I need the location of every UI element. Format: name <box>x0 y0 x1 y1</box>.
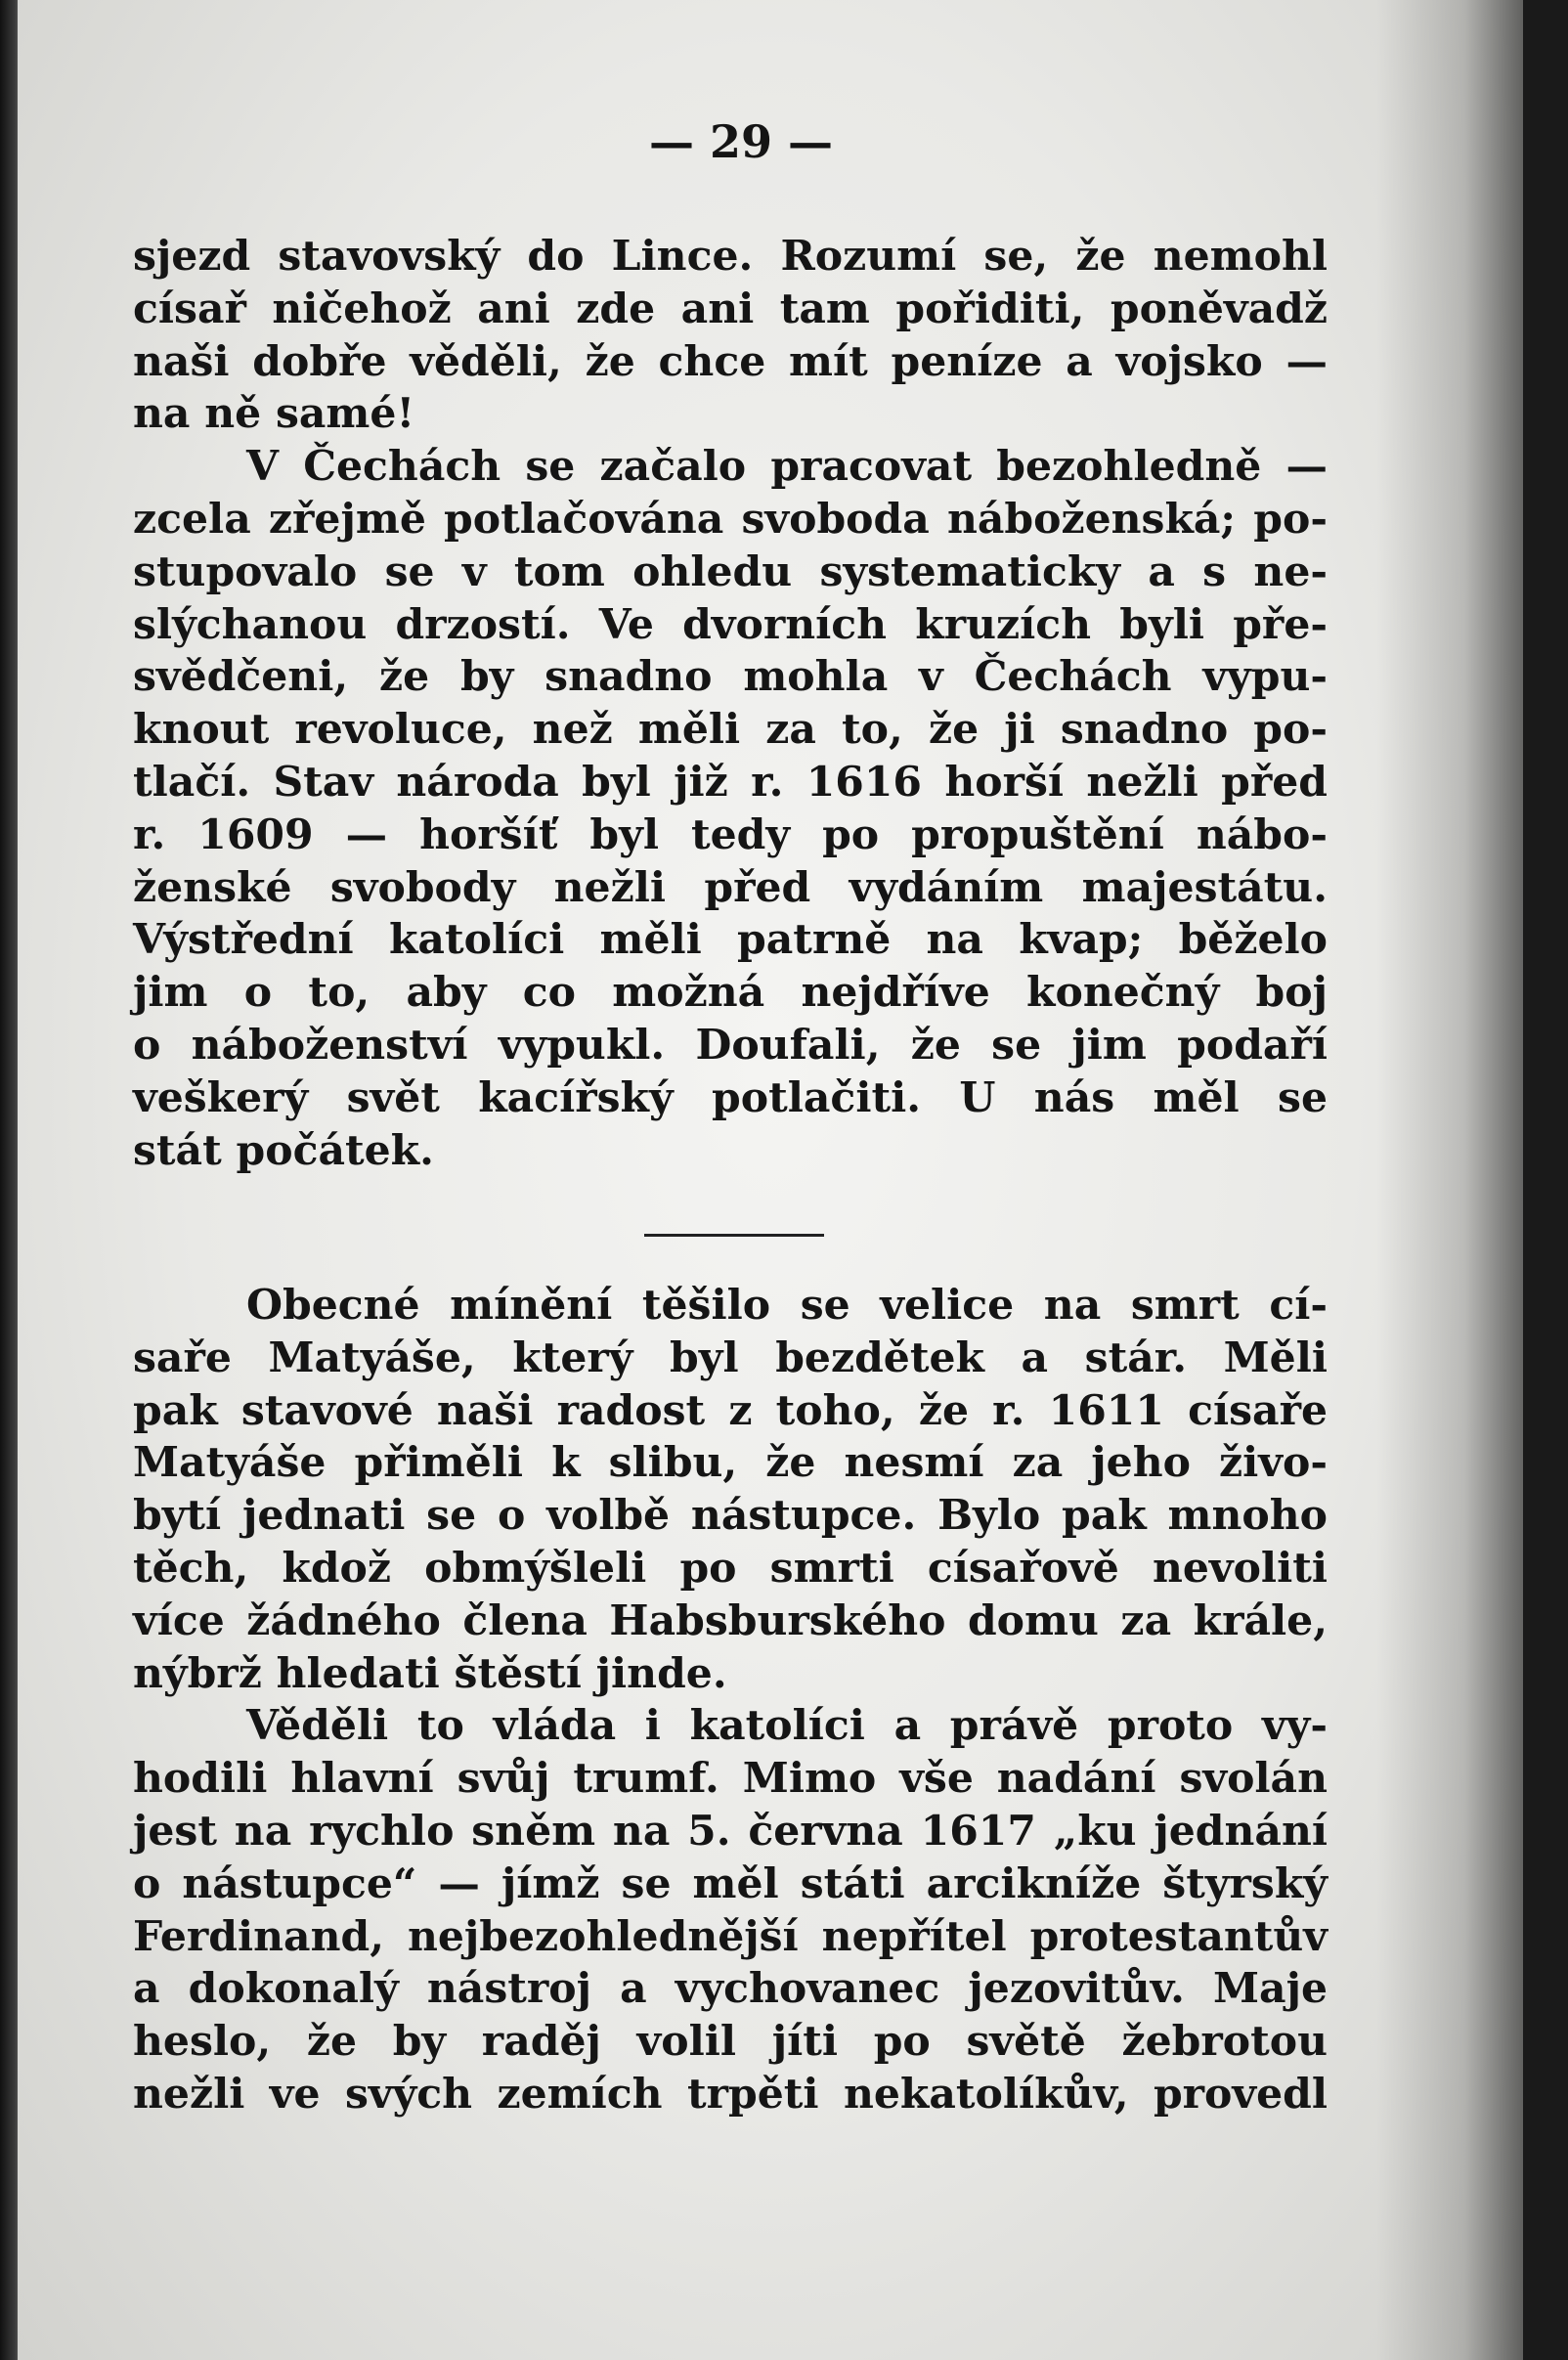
text-line: hodili hlavní svůj trumf. Mimo vše nadání svolán <box>133 1754 1328 1804</box>
text-line: Věděli to vláda i katolíci a právě proto vy- <box>246 1701 1328 1751</box>
text-line: bytí jednati se o volbě nástupce. Bylo pak mnoho <box>133 1491 1328 1541</box>
text-line: V Čechách se začalo pracovat bezohledně — <box>246 442 1328 492</box>
text-line: a dokonalý nástroj a vychovanec jezovitův. Maje <box>133 1964 1328 2014</box>
text-line: saře Matyáše, který byl bezdětek a stár. Měli <box>133 1333 1328 1382</box>
text-line: naši dobře věděli, že chce mít peníze a vojsko — <box>133 336 1328 386</box>
section-divider <box>644 1234 824 1237</box>
text-line: nežli ve svých zemích trpěti nekatolíkův, provedl <box>133 2069 1328 2119</box>
text-line: zcela zřejmě potlačována svoboda náboženská; po- <box>133 494 1328 544</box>
text-line: sjezd stavovský do Lince. Rozumí se, že nemohl <box>133 232 1328 281</box>
text-line: císař ničehož ani zde ani tam pořiditi, poněvadž <box>133 284 1328 333</box>
text-line: stupovalo se v tom ohledu systematicky a s ne- <box>133 546 1328 596</box>
paragraph-2 <box>133 441 1328 1177</box>
text-line: jim o to, aby co možná nejdříve konečný boj <box>133 968 1328 1018</box>
text-line: Ferdinand, nejbezohlednější nepřítel protestantův <box>133 1911 1328 1961</box>
text-line: tlačí. Stav národa byl již r. 1616 horší nežli před <box>133 757 1328 807</box>
text-line: stát počátek. <box>133 1125 434 1175</box>
paragraph-3 <box>133 1280 1328 1700</box>
text-line: r. 1609 — horšíť byl tedy po propuštění nábo- <box>133 809 1328 859</box>
page-number: — 29 — <box>648 115 834 168</box>
text-line: jest na rychlo sněm na 5. června 1617 „ku jednání <box>133 1806 1328 1856</box>
text-line: nýbrž hledati štěstí jinde. <box>133 1648 727 1698</box>
text-line: o náboženství vypukl. Doufali, že se jim podaří <box>133 1020 1328 1070</box>
text-section-2 <box>133 1280 1328 2121</box>
text-line: na ně samé! <box>133 389 415 439</box>
text-line: heslo, že by raděj volil jíti po světě žebrotou <box>133 2017 1328 2067</box>
text-line: svědčeni, že by snadno mohla v Čechách vypu- <box>133 652 1328 702</box>
text-line: více žádného člena Habsburského domu za krále, <box>133 1595 1328 1645</box>
book-page <box>18 0 1523 2360</box>
text-line: Výstřední katolíci měli patrně na kvap; běželo <box>133 915 1328 965</box>
text-line: o nástupce“ — jímž se měl státi arcikníže štyrský <box>133 1858 1328 1908</box>
text-section-1 <box>133 231 1328 1177</box>
text-line: slýchanou drzostí. Ve dvorních kruzích byli pře- <box>133 599 1328 649</box>
text-line: pak stavové naši radost z toho, že r. 1611 císaře <box>133 1385 1328 1435</box>
paragraph-1 <box>133 231 1328 441</box>
text-line: těch, kdož obmýšleli po smrti císařově nevoliti <box>133 1543 1328 1593</box>
paragraph-4 <box>133 1700 1328 2120</box>
text-line: Matyáše přiměli k slibu, že nesmí za jeho živo- <box>133 1438 1328 1488</box>
text-line: Obecné mínění těšilo se velice na smrt cí- <box>246 1281 1328 1330</box>
text-line: ženské svobody nežli před vydáním majestátu. <box>133 862 1328 912</box>
text-line: veškerý svět kacířský potlačiti. U nás měl se <box>133 1072 1328 1122</box>
text-line: knout revoluce, než měli za to, že ji snadno po- <box>133 705 1328 755</box>
